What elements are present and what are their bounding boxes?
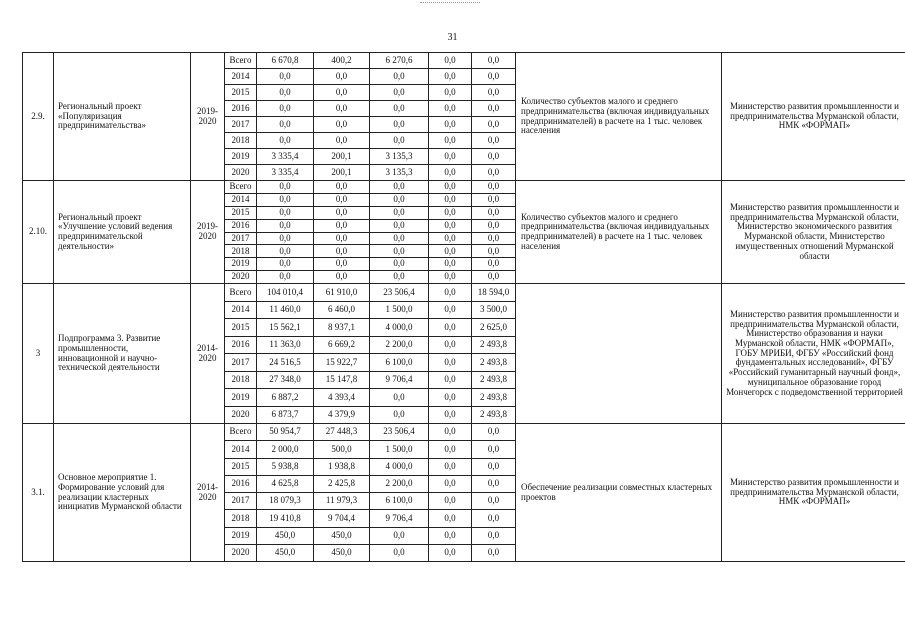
year-cell: 2020 xyxy=(225,406,257,424)
year-cell: 2015 xyxy=(225,206,257,219)
value-cell: 0,0 xyxy=(472,271,516,284)
year-cell: 2020 xyxy=(225,271,257,284)
total-cell: 50 954,7 xyxy=(257,424,314,441)
value-cell: 0,0 xyxy=(429,458,472,475)
value-cell: 0,0 xyxy=(429,336,472,354)
value-cell: 0,0 xyxy=(472,232,516,245)
value-cell: 0,0 xyxy=(429,493,472,510)
year-cell: 2017 xyxy=(225,232,257,245)
value-cell: 0,0 xyxy=(370,181,429,194)
value-cell: 400,2 xyxy=(314,53,370,69)
table-row xyxy=(23,53,905,69)
value-cell: 4 393,4 xyxy=(314,389,370,407)
total-cell: 0,0 xyxy=(257,193,314,206)
total-cell: 15 562,1 xyxy=(257,319,314,337)
value-cell: 0,0 xyxy=(370,544,429,561)
value-cell: 18 594,0 xyxy=(472,284,516,302)
value-cell: 0,0 xyxy=(429,193,472,206)
year-cell: 2015 xyxy=(225,458,257,475)
value-cell: 0,0 xyxy=(370,406,429,424)
total-cell: 19 410,8 xyxy=(257,510,314,527)
year-cell: 2019 xyxy=(225,258,257,271)
value-cell: 0,0 xyxy=(314,117,370,133)
value-cell: 0,0 xyxy=(472,53,516,69)
item-number: 2.10. xyxy=(23,181,54,284)
item-executor: Министерство развития промышленности и предпринимательства Мурманской области, Министерство образования и науки Мурманской области, НМК «ФОРМАП», ГОБУ МРИБИ, ФГБУ «Российский фонд фундаментальных исследований», ФГБУ «Российский гуманитарный научный фонд», муниципальное образование город Мончегорск с подведомственной территорией xyxy=(722,284,905,424)
value-cell: 0,0 xyxy=(429,271,472,284)
value-cell: 0,0 xyxy=(314,133,370,149)
value-cell: 0,0 xyxy=(472,133,516,149)
year-cell: Всего xyxy=(225,424,257,441)
value-cell: 0,0 xyxy=(429,232,472,245)
value-cell: 0,0 xyxy=(370,271,429,284)
year-cell: Всего xyxy=(225,284,257,302)
value-cell: 0,0 xyxy=(370,389,429,407)
value-cell: 0,0 xyxy=(472,181,516,194)
value-cell: 1 938,8 xyxy=(314,458,370,475)
value-cell: 0,0 xyxy=(314,85,370,101)
total-cell: 0,0 xyxy=(257,117,314,133)
year-cell: 2016 xyxy=(225,475,257,492)
value-cell: 15 147,8 xyxy=(314,371,370,389)
value-cell: 450,0 xyxy=(314,527,370,544)
year-cell: 2019 xyxy=(225,389,257,407)
year-cell: 2020 xyxy=(225,165,257,181)
year-cell: 2018 xyxy=(225,245,257,258)
total-cell: 18 079,3 xyxy=(257,493,314,510)
value-cell: 2 493,8 xyxy=(472,354,516,372)
value-cell: 0,0 xyxy=(472,165,516,181)
value-cell: 0,0 xyxy=(472,544,516,561)
value-cell: 0,0 xyxy=(429,69,472,85)
program-table xyxy=(22,52,905,562)
item-name: Подпрограмма 3. Развитие промышленности, инновационной и научно-технической деятельности xyxy=(54,284,191,424)
value-cell: 0,0 xyxy=(314,193,370,206)
year-cell: 2018 xyxy=(225,510,257,527)
value-cell: 0,0 xyxy=(314,101,370,117)
value-cell: 200,1 xyxy=(314,165,370,181)
value-cell: 0,0 xyxy=(472,245,516,258)
value-cell: 6 100,0 xyxy=(370,493,429,510)
value-cell: 0,0 xyxy=(472,101,516,117)
year-cell: Всего xyxy=(225,53,257,69)
total-cell: 0,0 xyxy=(257,85,314,101)
value-cell: 0,0 xyxy=(472,510,516,527)
value-cell: 0,0 xyxy=(429,101,472,117)
item-executor: Министерство развития промышленности и предпринимательства Мурманской области, Министерство экономического развития Мурманской области, Министерство имущественных отношений Мурманской области xyxy=(722,181,905,284)
value-cell: 0,0 xyxy=(370,85,429,101)
value-cell: 0,0 xyxy=(429,424,472,441)
value-cell: 0,0 xyxy=(472,527,516,544)
page-number: 31 xyxy=(447,32,458,43)
item-period: 2019-2020 xyxy=(191,53,225,181)
value-cell: 0,0 xyxy=(472,475,516,492)
item-period: 2019-2020 xyxy=(191,181,225,284)
value-cell: 0,0 xyxy=(472,206,516,219)
value-cell: 0,0 xyxy=(370,117,429,133)
value-cell: 0,0 xyxy=(429,165,472,181)
year-cell: 2020 xyxy=(225,544,257,561)
table-row xyxy=(23,424,905,441)
year-cell: 2014 xyxy=(225,441,257,458)
value-cell: 0,0 xyxy=(429,544,472,561)
item-name: Региональный проект «Улучшение условий ведения предпринимательской деятельности» xyxy=(54,181,191,284)
year-cell: 2018 xyxy=(225,371,257,389)
value-cell: 0,0 xyxy=(314,181,370,194)
value-cell: 0,0 xyxy=(314,271,370,284)
value-cell: 4 000,0 xyxy=(370,319,429,337)
value-cell: 23 506,4 xyxy=(370,284,429,302)
item-indicator: Количество субъектов малого и среднего предпринимательства (включая индивидуальных предпринимателей) в расчете на 1 тыс. человек населения xyxy=(516,53,722,181)
value-cell: 0,0 xyxy=(370,527,429,544)
value-cell: 0,0 xyxy=(472,149,516,165)
value-cell: 0,0 xyxy=(429,354,472,372)
value-cell: 0,0 xyxy=(429,133,472,149)
year-cell: 2015 xyxy=(225,319,257,337)
value-cell: 3 135,3 xyxy=(370,149,429,165)
value-cell: 2 625,0 xyxy=(472,319,516,337)
total-cell: 0,0 xyxy=(257,101,314,117)
value-cell: 23 506,4 xyxy=(370,424,429,441)
value-cell: 3 135,3 xyxy=(370,165,429,181)
value-cell: 3 500,0 xyxy=(472,301,516,319)
value-cell: 9 706,4 xyxy=(370,510,429,527)
total-cell: 4 625,8 xyxy=(257,475,314,492)
year-cell: 2014 xyxy=(225,301,257,319)
value-cell: 0,0 xyxy=(314,232,370,245)
year-cell: 2016 xyxy=(225,101,257,117)
value-cell: 0,0 xyxy=(429,301,472,319)
value-cell: 0,0 xyxy=(429,219,472,232)
year-cell: 2019 xyxy=(225,527,257,544)
year-cell: 2014 xyxy=(225,69,257,85)
value-cell: 0,0 xyxy=(429,53,472,69)
total-cell: 27 348,0 xyxy=(257,371,314,389)
value-cell: 2 200,0 xyxy=(370,475,429,492)
total-cell: 24 516,5 xyxy=(257,354,314,372)
total-cell: 2 000,0 xyxy=(257,441,314,458)
value-cell: 0,0 xyxy=(314,69,370,85)
value-cell: 0,0 xyxy=(314,245,370,258)
item-indicator: Количество субъектов малого и среднего предпринимательства (включая индивидуальных предпринимателей) в расчете на 1 тыс. человек населения xyxy=(516,181,722,284)
value-cell: 0,0 xyxy=(370,206,429,219)
item-executor: Министерство развития промышленности и предпринимательства Мурманской области, НМК «ФОРМАП» xyxy=(722,53,905,181)
value-cell: 1 500,0 xyxy=(370,441,429,458)
value-cell: 0,0 xyxy=(429,406,472,424)
total-cell: 11 363,0 xyxy=(257,336,314,354)
value-cell: 2 493,8 xyxy=(472,406,516,424)
value-cell: 450,0 xyxy=(314,544,370,561)
year-cell: 2015 xyxy=(225,85,257,101)
scan-artifact xyxy=(420,2,480,8)
year-cell: 2017 xyxy=(225,493,257,510)
item-period: 2014-2020 xyxy=(191,284,225,424)
value-cell: 0,0 xyxy=(314,258,370,271)
value-cell: 0,0 xyxy=(370,232,429,245)
value-cell: 200,1 xyxy=(314,149,370,165)
value-cell: 9 704,4 xyxy=(314,510,370,527)
value-cell: 2 200,0 xyxy=(370,336,429,354)
value-cell: 0,0 xyxy=(429,284,472,302)
total-cell: 6 887,2 xyxy=(257,389,314,407)
value-cell: 15 922,7 xyxy=(314,354,370,372)
item-number: 3.1. xyxy=(23,424,54,562)
value-cell: 6 460,0 xyxy=(314,301,370,319)
value-cell: 0,0 xyxy=(314,206,370,219)
value-cell: 0,0 xyxy=(314,219,370,232)
total-cell: 0,0 xyxy=(257,133,314,149)
total-cell: 5 938,8 xyxy=(257,458,314,475)
value-cell: 0,0 xyxy=(370,258,429,271)
item-number: 2.9. xyxy=(23,53,54,181)
value-cell: 0,0 xyxy=(472,458,516,475)
value-cell: 2 493,8 xyxy=(472,389,516,407)
value-cell: 0,0 xyxy=(429,206,472,219)
item-executor: Министерство развития промышленности и предпринимательства Мурманской области, НМК «ФОРМАП» xyxy=(722,424,905,562)
total-cell: 3 335,4 xyxy=(257,149,314,165)
item-period: 2014-2020 xyxy=(191,424,225,562)
value-cell: 2 425,8 xyxy=(314,475,370,492)
item-indicator: Обеспечение реализации совместных кластерных проектов xyxy=(516,424,722,562)
value-cell: 0,0 xyxy=(429,245,472,258)
value-cell: 0,0 xyxy=(429,389,472,407)
value-cell: 61 910,0 xyxy=(314,284,370,302)
year-cell: 2014 xyxy=(225,193,257,206)
value-cell: 9 706,4 xyxy=(370,371,429,389)
total-cell: 450,0 xyxy=(257,544,314,561)
value-cell: 0,0 xyxy=(472,493,516,510)
value-cell: 4 000,0 xyxy=(370,458,429,475)
total-cell: 0,0 xyxy=(257,258,314,271)
value-cell: 0,0 xyxy=(472,219,516,232)
value-cell: 0,0 xyxy=(370,245,429,258)
value-cell: 0,0 xyxy=(429,149,472,165)
value-cell: 11 979,3 xyxy=(314,493,370,510)
value-cell: 6 100,0 xyxy=(370,354,429,372)
value-cell: 0,0 xyxy=(429,319,472,337)
item-name: Основное мероприятие 1. Формирование условий для реализации кластерных инициатив Мурманской области xyxy=(54,424,191,562)
year-cell: Всего xyxy=(225,181,257,194)
value-cell: 6 270,6 xyxy=(370,53,429,69)
value-cell: 0,0 xyxy=(429,258,472,271)
value-cell: 0,0 xyxy=(370,193,429,206)
value-cell: 0,0 xyxy=(429,441,472,458)
value-cell: 2 493,8 xyxy=(472,371,516,389)
total-cell: 6 670,8 xyxy=(257,53,314,69)
table-row xyxy=(23,181,905,194)
value-cell: 0,0 xyxy=(472,258,516,271)
value-cell: 6 669,2 xyxy=(314,336,370,354)
value-cell: 0,0 xyxy=(370,101,429,117)
value-cell: 0,0 xyxy=(370,219,429,232)
item-name: Региональный проект «Популяризация предпринимательства» xyxy=(54,53,191,181)
value-cell: 0,0 xyxy=(370,69,429,85)
value-cell: 0,0 xyxy=(429,181,472,194)
value-cell: 500,0 xyxy=(314,441,370,458)
total-cell: 104 010,4 xyxy=(257,284,314,302)
year-cell: 2018 xyxy=(225,133,257,149)
value-cell: 0,0 xyxy=(429,527,472,544)
year-cell: 2017 xyxy=(225,117,257,133)
value-cell: 0,0 xyxy=(429,510,472,527)
value-cell: 0,0 xyxy=(429,85,472,101)
value-cell: 0,0 xyxy=(472,117,516,133)
table-row xyxy=(23,284,905,302)
total-cell: 450,0 xyxy=(257,527,314,544)
year-cell: 2016 xyxy=(225,336,257,354)
total-cell: 0,0 xyxy=(257,206,314,219)
value-cell: 4 379,9 xyxy=(314,406,370,424)
total-cell: 3 335,4 xyxy=(257,165,314,181)
total-cell: 0,0 xyxy=(257,69,314,85)
value-cell: 0,0 xyxy=(429,475,472,492)
value-cell: 1 500,0 xyxy=(370,301,429,319)
value-cell: 0,0 xyxy=(429,117,472,133)
table-body xyxy=(23,53,905,562)
total-cell: 0,0 xyxy=(257,245,314,258)
total-cell: 11 460,0 xyxy=(257,301,314,319)
item-indicator xyxy=(516,284,722,424)
value-cell: 2 493,8 xyxy=(472,336,516,354)
value-cell: 0,0 xyxy=(472,441,516,458)
value-cell: 0,0 xyxy=(472,193,516,206)
total-cell: 6 873,7 xyxy=(257,406,314,424)
total-cell: 0,0 xyxy=(257,181,314,194)
total-cell: 0,0 xyxy=(257,271,314,284)
total-cell: 0,0 xyxy=(257,232,314,245)
value-cell: 0,0 xyxy=(472,69,516,85)
value-cell: 0,0 xyxy=(429,371,472,389)
value-cell: 8 937,1 xyxy=(314,319,370,337)
value-cell: 0,0 xyxy=(472,424,516,441)
total-cell: 0,0 xyxy=(257,219,314,232)
year-cell: 2017 xyxy=(225,354,257,372)
item-number: 3 xyxy=(23,284,54,424)
value-cell: 0,0 xyxy=(472,85,516,101)
year-cell: 2016 xyxy=(225,219,257,232)
value-cell: 27 448,3 xyxy=(314,424,370,441)
value-cell: 0,0 xyxy=(370,133,429,149)
year-cell: 2019 xyxy=(225,149,257,165)
